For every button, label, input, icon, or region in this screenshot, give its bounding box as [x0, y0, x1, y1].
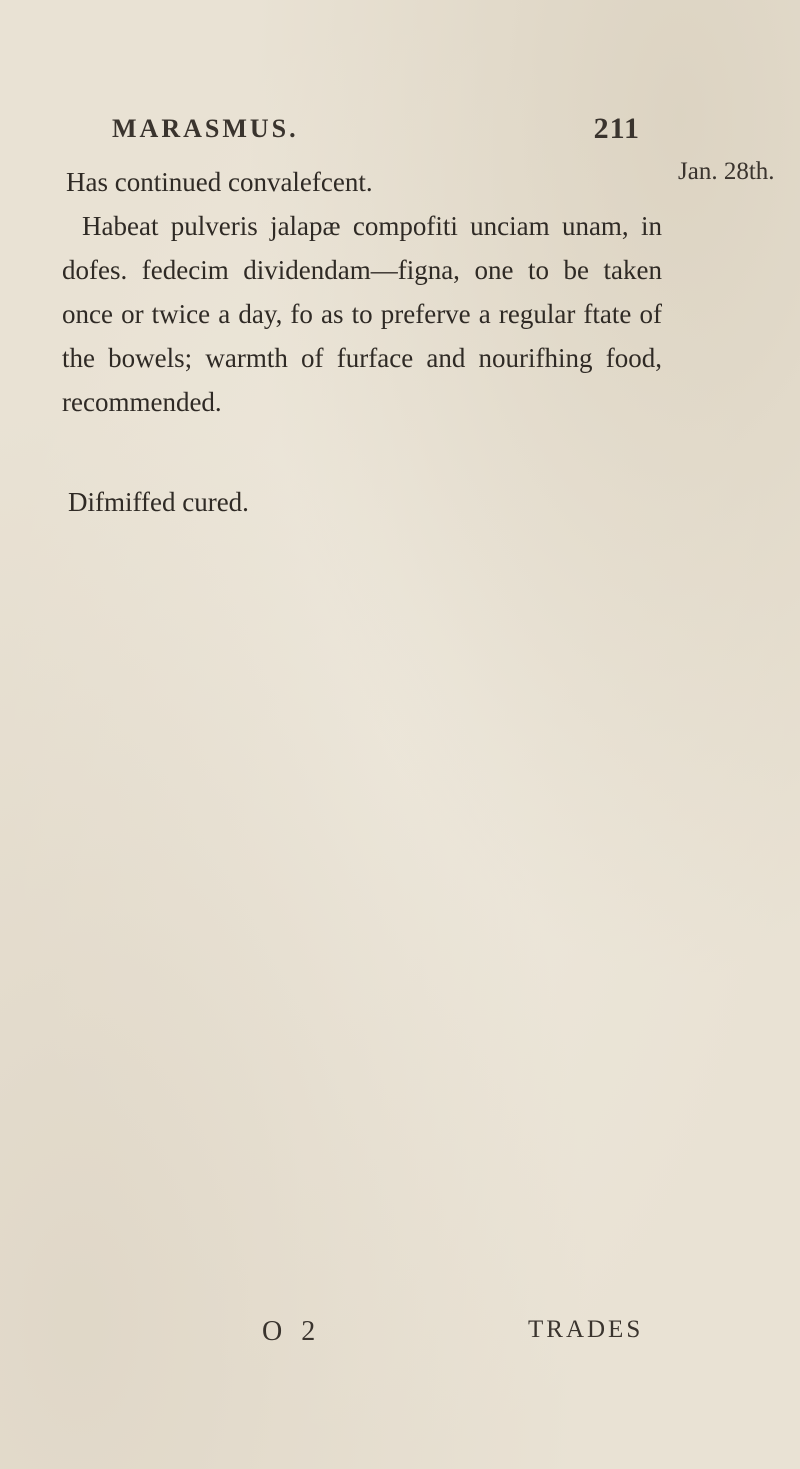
- running-head: [90, 114, 650, 154]
- running-title: MARASMUS.: [112, 114, 299, 143]
- paragraph-outcome: Difmiffed cured.: [68, 487, 249, 517]
- signature-mark: O 2: [262, 1316, 322, 1347]
- body-text: [62, 160, 662, 524]
- margin-date-note: Jan. 28th.: [678, 158, 775, 185]
- page-number: 211: [593, 112, 640, 145]
- catchword: TRADES: [528, 1316, 644, 1343]
- paragraph-prescription: Habeat pulveris jalapæ compofiti unciam unam, in dofes. fedecim dividendam—figna, one to be taken once or twice a day, fo as to preferve a regular ftate of the bowels; warmth of furface and nourifhing food, recommended.: [62, 211, 662, 417]
- page-footer: [0, 1316, 800, 1356]
- paragraph-status: Has continued convalefcent.: [66, 167, 373, 197]
